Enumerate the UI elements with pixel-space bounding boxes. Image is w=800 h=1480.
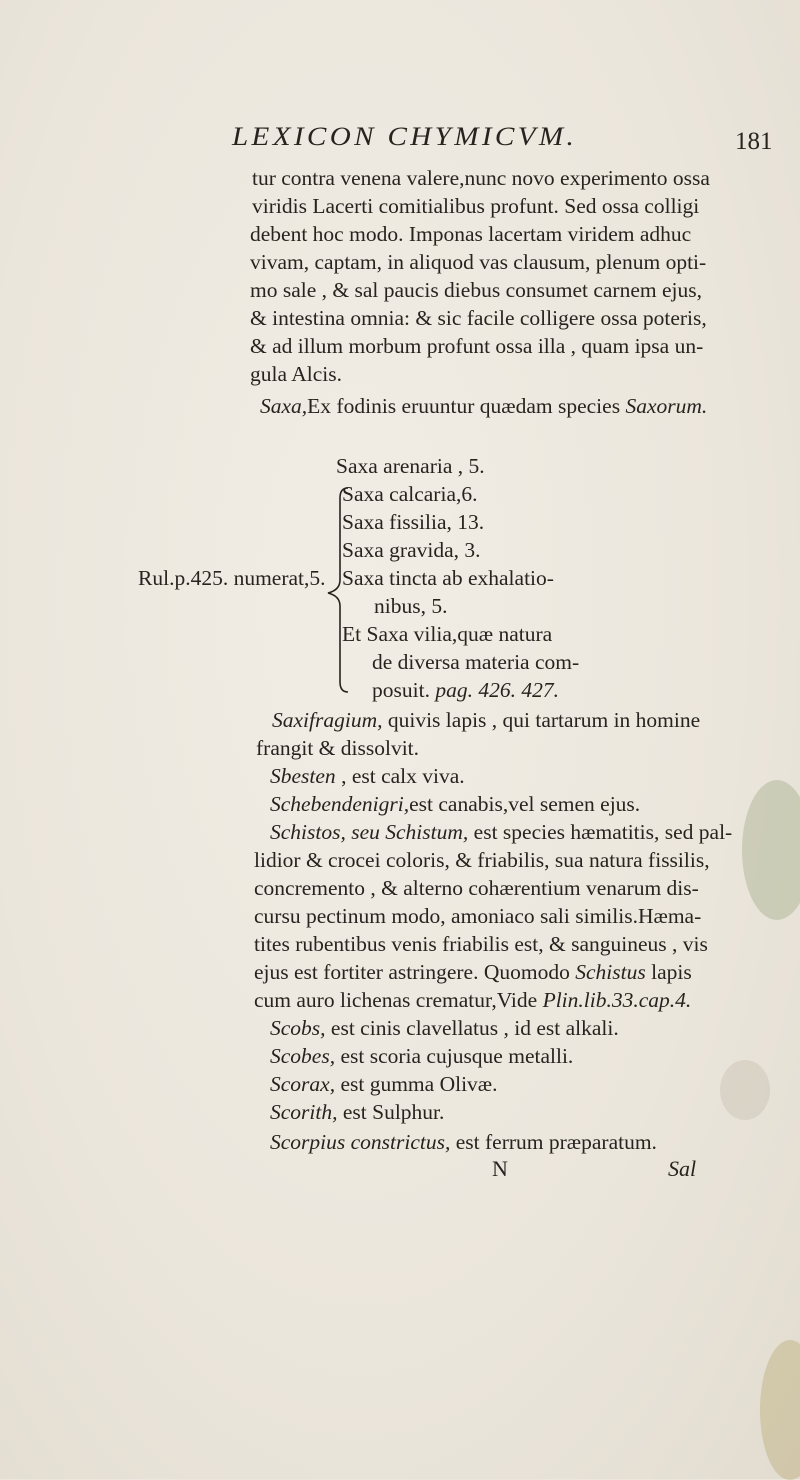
- text-line: mo sale , & sal paucis diebus consumet carnem ejus,: [250, 278, 702, 302]
- entry-definition: est scoria cujusque metalli.: [340, 1044, 574, 1068]
- entry-definition: est Sulphur.: [342, 1100, 445, 1124]
- signature-mark: N: [492, 1156, 508, 1181]
- entry-term: Saxa,: [260, 394, 308, 418]
- page-reference: Plin.lib.33.cap.4.: [542, 988, 692, 1012]
- text-line: & intestina omnia: & sic facile colligere ossa poteris,: [250, 306, 707, 330]
- entry-definition: est cinis clavellatus , id est alkali.: [330, 1016, 619, 1040]
- page-number: 181: [735, 128, 773, 155]
- entry-term: Scorpius constrictus,: [270, 1130, 451, 1154]
- entry-term: Scobs,: [270, 1016, 326, 1040]
- text-line: & ad illum morbum profunt ossa illa , quam ipsa un-: [250, 334, 704, 358]
- text-line: gula Alcis.: [250, 362, 342, 386]
- entry-term: Schebendenigri,: [270, 792, 410, 816]
- saxa-list-item: Saxa arenaria , 5.: [336, 454, 485, 478]
- text-line: viridis Lacerti comitialibus profunt. Sed ossa colligi: [252, 194, 700, 218]
- entry-definition: lapis: [651, 960, 692, 984]
- text-line: cursu pectinum modo, amoniaco sali similis.Hæma-: [254, 904, 702, 928]
- entry-term: Scorax,: [270, 1072, 336, 1096]
- entry-term: Schistus: [575, 960, 646, 984]
- text-line: [254, 958, 692, 986]
- entry-term: Scobes,: [270, 1044, 336, 1068]
- entry-scobes: [270, 1042, 573, 1070]
- running-title: LEXICON CHYMICVM.: [232, 122, 578, 151]
- entry-scorith: [270, 1098, 444, 1126]
- entry-term: Schistos, seu Schistum,: [270, 820, 469, 844]
- entry-term: Saxorum.: [625, 394, 708, 418]
- page-header: [0, 122, 800, 162]
- text-line: vivam, captam, in aliquod vas clausum, plenum opti-: [250, 250, 707, 274]
- entry-term: Scorith,: [270, 1100, 338, 1124]
- entry-schistos: [270, 818, 732, 846]
- curly-brace: [326, 482, 356, 698]
- saxa-list-item: Saxa calcaria,6.: [342, 482, 478, 506]
- text-line: tites rubentibus venis friabilis est, & sanguineus , vis: [254, 932, 708, 956]
- entry-definition: cum auro lichenas crematur,Vide: [254, 988, 538, 1012]
- saxa-list-item: Et Saxa vilia,quæ natura: [342, 622, 553, 646]
- paper-stain: [760, 1340, 800, 1480]
- entry-definition: est species hæmatitis, sed pal-: [473, 820, 733, 844]
- entry-definition: est canabis,vel semen ejus.: [409, 792, 641, 816]
- entry-definition: Ex fodinis eruuntur quædam species: [307, 394, 621, 418]
- saxa-list-item: Saxa fissilia, 13.: [342, 510, 485, 534]
- entry-definition: est gumma Olivæ.: [340, 1072, 498, 1096]
- text-line: frangit & dissolvit.: [256, 736, 420, 760]
- text-line: [254, 986, 691, 1014]
- entry-definition: est ferrum præparatum.: [455, 1130, 657, 1154]
- entry-scorpius: [270, 1128, 657, 1156]
- saxa-list-item: de diversa materia com-: [372, 650, 580, 674]
- entry-definition: posuit.: [372, 678, 430, 702]
- entry-term: Saxifragium,: [272, 708, 383, 732]
- entry-scorax: [270, 1070, 498, 1098]
- entry-scobs: [270, 1014, 619, 1042]
- paper-stain: [742, 780, 800, 920]
- catchword: Sal: [668, 1156, 697, 1181]
- entry-saxa: [260, 392, 707, 420]
- text-line: concremento , & alterno cohærentium venarum dis-: [254, 876, 699, 900]
- entry-sbesten: [270, 762, 465, 790]
- entry-definition: , est calx viva.: [341, 764, 465, 788]
- entry-saxifragium: [272, 706, 700, 734]
- saxa-reference: Rul.p.425. numerat,5.: [138, 566, 326, 590]
- text-line: debent hoc modo. Imponas lacertam viridem adhuc: [250, 222, 692, 246]
- paper-stain: [720, 1060, 770, 1120]
- entry-term: Sbesten: [270, 764, 336, 788]
- saxa-list-item: Saxa gravida, 3.: [342, 538, 481, 562]
- saxa-list-item: nibus, 5.: [374, 594, 448, 618]
- entry-schebendenigri: [270, 790, 640, 818]
- saxa-list-item: Saxa tincta ab exhalatio-: [342, 566, 554, 590]
- text-line: tur contra venena valere,nunc novo experimento ossa: [252, 166, 710, 190]
- saxa-list-item: [372, 676, 559, 704]
- entry-definition: quivis lapis , qui tartarum in homine: [387, 708, 701, 732]
- page-reference: pag. 426. 427.: [435, 678, 559, 702]
- entry-definition: ejus est fortiter astringere. Quomodo: [254, 960, 570, 984]
- text-line: lidior & crocei coloris, & friabilis, sua natura fissilis,: [254, 848, 710, 872]
